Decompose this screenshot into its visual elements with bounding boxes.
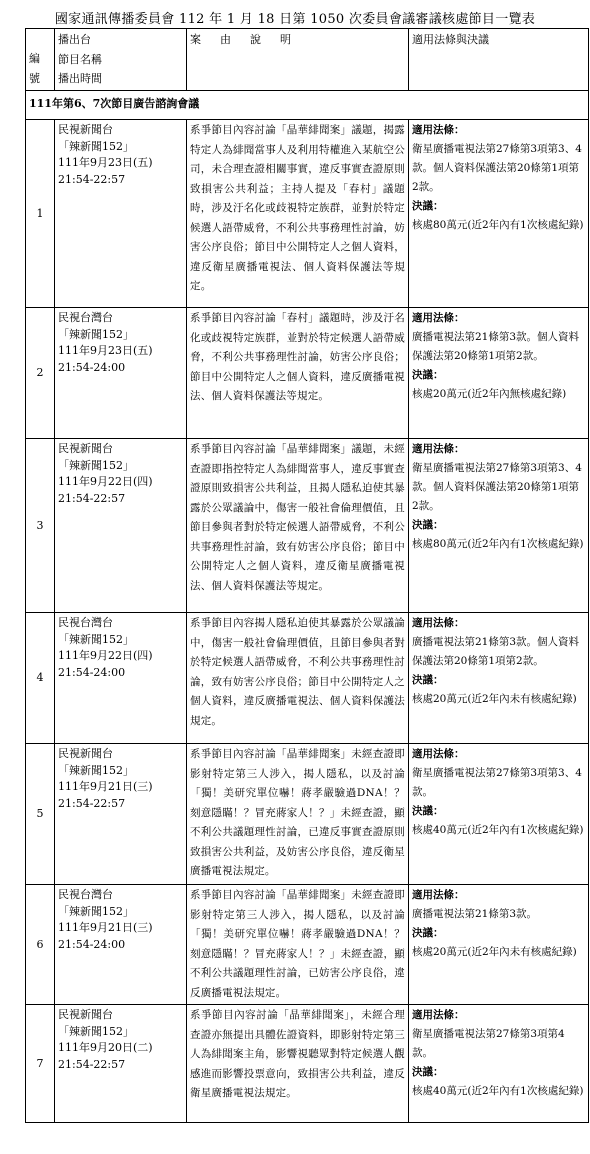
section-row <box>26 91 589 120</box>
header-program: 播出台 節目名稱 播出時間 <box>55 29 187 91</box>
program-name: 「辣新聞152」 <box>58 327 134 341</box>
air-date: 111年9月22日(四) <box>58 475 153 488</box>
program-cell <box>55 120 187 308</box>
law-cell <box>409 744 589 885</box>
program-name: 「辣新聞152」 <box>58 632 134 646</box>
law-cell <box>409 613 589 744</box>
header-law: 適用法條與決議 <box>409 29 589 91</box>
decision-label: 決議： <box>412 369 444 381</box>
law-label: 適用法條： <box>412 617 465 629</box>
air-time: 21:54-22:57 <box>58 491 126 505</box>
program-name: 「辣新聞152」 <box>58 904 134 918</box>
station-name: 民視台灣台 <box>58 311 113 324</box>
table-row <box>26 613 589 744</box>
case-description: 系爭節目內容討論「晶華緋聞案」未經查證即影射特定第三人涉入，揭人隱私，以及討論「獨！美研究單位嚇！蔣孝嚴驗過DNA！？刻意隱瞞！？冒充蔣家人！？」未經查證，顯不利公共議題理性討論，已違反事實查證原則致損害公共利益，及妨害公序良俗，違反衛星廣播電視法規定。 <box>187 744 409 885</box>
program-cell <box>55 1005 187 1123</box>
law-label: 適用法條： <box>412 748 465 760</box>
case-description: 系爭節目內容討論「晶華緋聞案」議題，未經查證即指控特定人為緋聞當事人，違反事實查證原則致損害公共利益，且揭人隱私迫使其暴露於公眾議論中，傷害一般社會倫理價值，且節目參與者對於特定候選人語帶威脅，不利公共事務理性討論，致有妨害公序良俗；節目中公開特定人之個人資料，違反衛星廣播電視法、個人資料保護法等規定。 <box>187 439 409 613</box>
program-cell <box>55 885 187 1005</box>
decision-label: 決議： <box>412 200 444 212</box>
ruling-table <box>25 28 589 1123</box>
decision-label: 決議： <box>412 927 444 939</box>
decision-text: 核處40萬元(近2年內有1次核處紀錄) <box>412 824 584 836</box>
program-cell <box>55 439 187 613</box>
law-text: 衛星廣播電視法第27條第3項第4款。 <box>412 1028 565 1059</box>
program-cell <box>55 308 187 439</box>
law-text: 衛星廣播電視法第27條第3項第3、4款。個人資料保護法第20條第1項第2款。 <box>412 143 582 193</box>
decision-label: 決議： <box>412 674 444 686</box>
program-name: 「辣新聞152」 <box>58 1024 134 1038</box>
decision-label: 決議： <box>412 1066 444 1078</box>
case-description: 系爭節目內容討論「晶華緋聞案」議題，揭露特定人為緋聞當事人及利用特權進入某航空公司，未合理查證相關事實，違反事實查證原則致損害公共利益；主持人提及「春村」議題時，涉及汙名化或歧視特定族群，並對於特定候選人語帶威脅，不利公共事務理性討論，妨害公序良俗；節目中公開特定人之個人資料，違反衛星廣播電視法、個人資料保護法等規定。 <box>187 120 409 308</box>
row-number: 4 <box>26 613 55 744</box>
table-row <box>26 439 589 613</box>
decision-text: 核處20萬元(近2年內無核處紀錄) <box>412 388 567 400</box>
table-row <box>26 885 589 1005</box>
air-date: 111年9月23日(五) <box>58 344 153 357</box>
table-row <box>26 744 589 885</box>
air-date: 111年9月23日(五) <box>58 156 153 169</box>
page-title: 國家通訊傳播委員會 112 年 1 月 18 日第 1050 次委員會議審議核處節目一覽表 <box>54 12 536 27</box>
law-text: 廣播電視法第21條第3款。個人資料保護法第20條第1項第2款。 <box>412 636 580 667</box>
program-name: 「辣新聞152」 <box>58 458 134 472</box>
law-text: 廣播電視法第21條第3款。 <box>412 908 538 920</box>
program-name: 「辣新聞152」 <box>58 763 134 777</box>
law-text: 衛星廣播電視法第27條第3項第3、4款。個人資料保護法第20條第1項第2款。 <box>412 462 582 512</box>
station-name: 民視新聞台 <box>58 442 113 455</box>
station-name: 民視新聞台 <box>58 747 113 760</box>
law-label: 適用法條： <box>412 124 465 136</box>
station-name: 民視新聞台 <box>58 123 113 136</box>
law-label: 適用法條： <box>412 1009 465 1021</box>
section-title: 111年第6、7次節目廣告諮詢會議 <box>26 91 589 120</box>
station-name: 民視台灣台 <box>58 888 113 901</box>
air-date: 111年9月22日(四) <box>58 649 153 662</box>
station-name: 民視台灣台 <box>58 616 113 629</box>
law-label: 適用法條： <box>412 889 465 901</box>
law-cell <box>409 439 589 613</box>
decision-label: 決議： <box>412 519 444 531</box>
air-date: 111年9月21日(三) <box>58 921 153 934</box>
program-name: 「辣新聞152」 <box>58 139 134 153</box>
row-number: 1 <box>26 120 55 308</box>
air-time: 21:54-22:57 <box>58 796 126 810</box>
table-row <box>26 120 589 308</box>
station-name: 民視新聞台 <box>58 1008 113 1021</box>
case-description: 系爭節目內容討論「晶華緋聞案」，未經合理查證亦無提出具體佐證資料，即影射特定第三人為緋聞案主角，影響視聽眾對特定候選人觀感進而影響投票意向，致損害公共利益，違反衛星廣播電視法規定。 <box>187 1005 409 1123</box>
law-text: 衛星廣播電視法第27條第3項第3、4款。 <box>412 767 582 798</box>
air-time: 21:54-22:57 <box>58 172 126 186</box>
decision-label: 決議： <box>412 805 444 817</box>
law-cell <box>409 308 589 439</box>
decision-text: 核處80萬元(近2年內有1次核處紀錄) <box>412 538 584 550</box>
air-date: 111年9月21日(三) <box>58 780 153 793</box>
table-row <box>26 308 589 439</box>
air-date: 111年9月20日(二) <box>58 1041 153 1054</box>
law-cell <box>409 120 589 308</box>
decision-text: 核處40萬元(近2年內有1次核處紀錄) <box>412 1085 584 1097</box>
program-cell <box>55 744 187 885</box>
row-number: 7 <box>26 1005 55 1123</box>
row-number: 6 <box>26 885 55 1005</box>
law-cell <box>409 1005 589 1123</box>
case-description: 系爭節目內容討論「晶華緋聞案」未經查證即影射特定第三人涉入，揭人隱私，以及討論「獨！美研究單位嚇！蔣孝嚴驗過DNA！？刻意隱瞞！？冒充蔣家人！？」未經查證，顯不利公共議題理性討論，已妨害公序良俗，違反廣播電視法規定。 <box>187 885 409 1005</box>
row-number: 2 <box>26 308 55 439</box>
case-description: 系爭節目內容討論「春村」議題時，涉及汙名化或歧視特定族群，並對於特定候選人語帶威脅，不利公共事務理性討論，妨害公序良俗；節目中公開特定人之個人資料，違反廣播電視法、個人資料保護法等規定。 <box>187 308 409 439</box>
row-number: 5 <box>26 744 55 885</box>
law-cell <box>409 885 589 1005</box>
header-number: 編 號 <box>26 29 55 91</box>
case-description: 系爭節目內容揭人隱私迫使其暴露於公眾議論中，傷害一般社會倫理價值，且節目參與者對於特定候選人語帶威脅，不利公共事務理性討論，致有妨害公序良俗；節目中公開特定人之個人資料，違反廣播電視法、個人資料保護法規定。 <box>187 613 409 744</box>
program-cell <box>55 613 187 744</box>
header-case: 案由說明 <box>187 29 409 91</box>
air-time: 21:54-22:57 <box>58 1057 126 1071</box>
air-time: 21:54-24:00 <box>58 665 126 679</box>
law-label: 適用法條： <box>412 312 465 324</box>
decision-text: 核處20萬元(近2年內未有核處紀錄) <box>412 946 577 958</box>
air-time: 21:54-24:00 <box>58 360 126 374</box>
table-row <box>26 1005 589 1123</box>
law-label: 適用法條： <box>412 443 465 455</box>
air-time: 21:54-24:00 <box>58 937 126 951</box>
table-header <box>26 29 589 91</box>
row-number: 3 <box>26 439 55 613</box>
decision-text: 核處20萬元(近2年內未有核處紀錄) <box>412 693 577 705</box>
decision-text: 核處80萬元(近2年內有1次核處紀錄) <box>412 219 584 231</box>
law-text: 廣播電視法第21條第3款。個人資料保護法第20條第1項第2款。 <box>412 331 580 362</box>
